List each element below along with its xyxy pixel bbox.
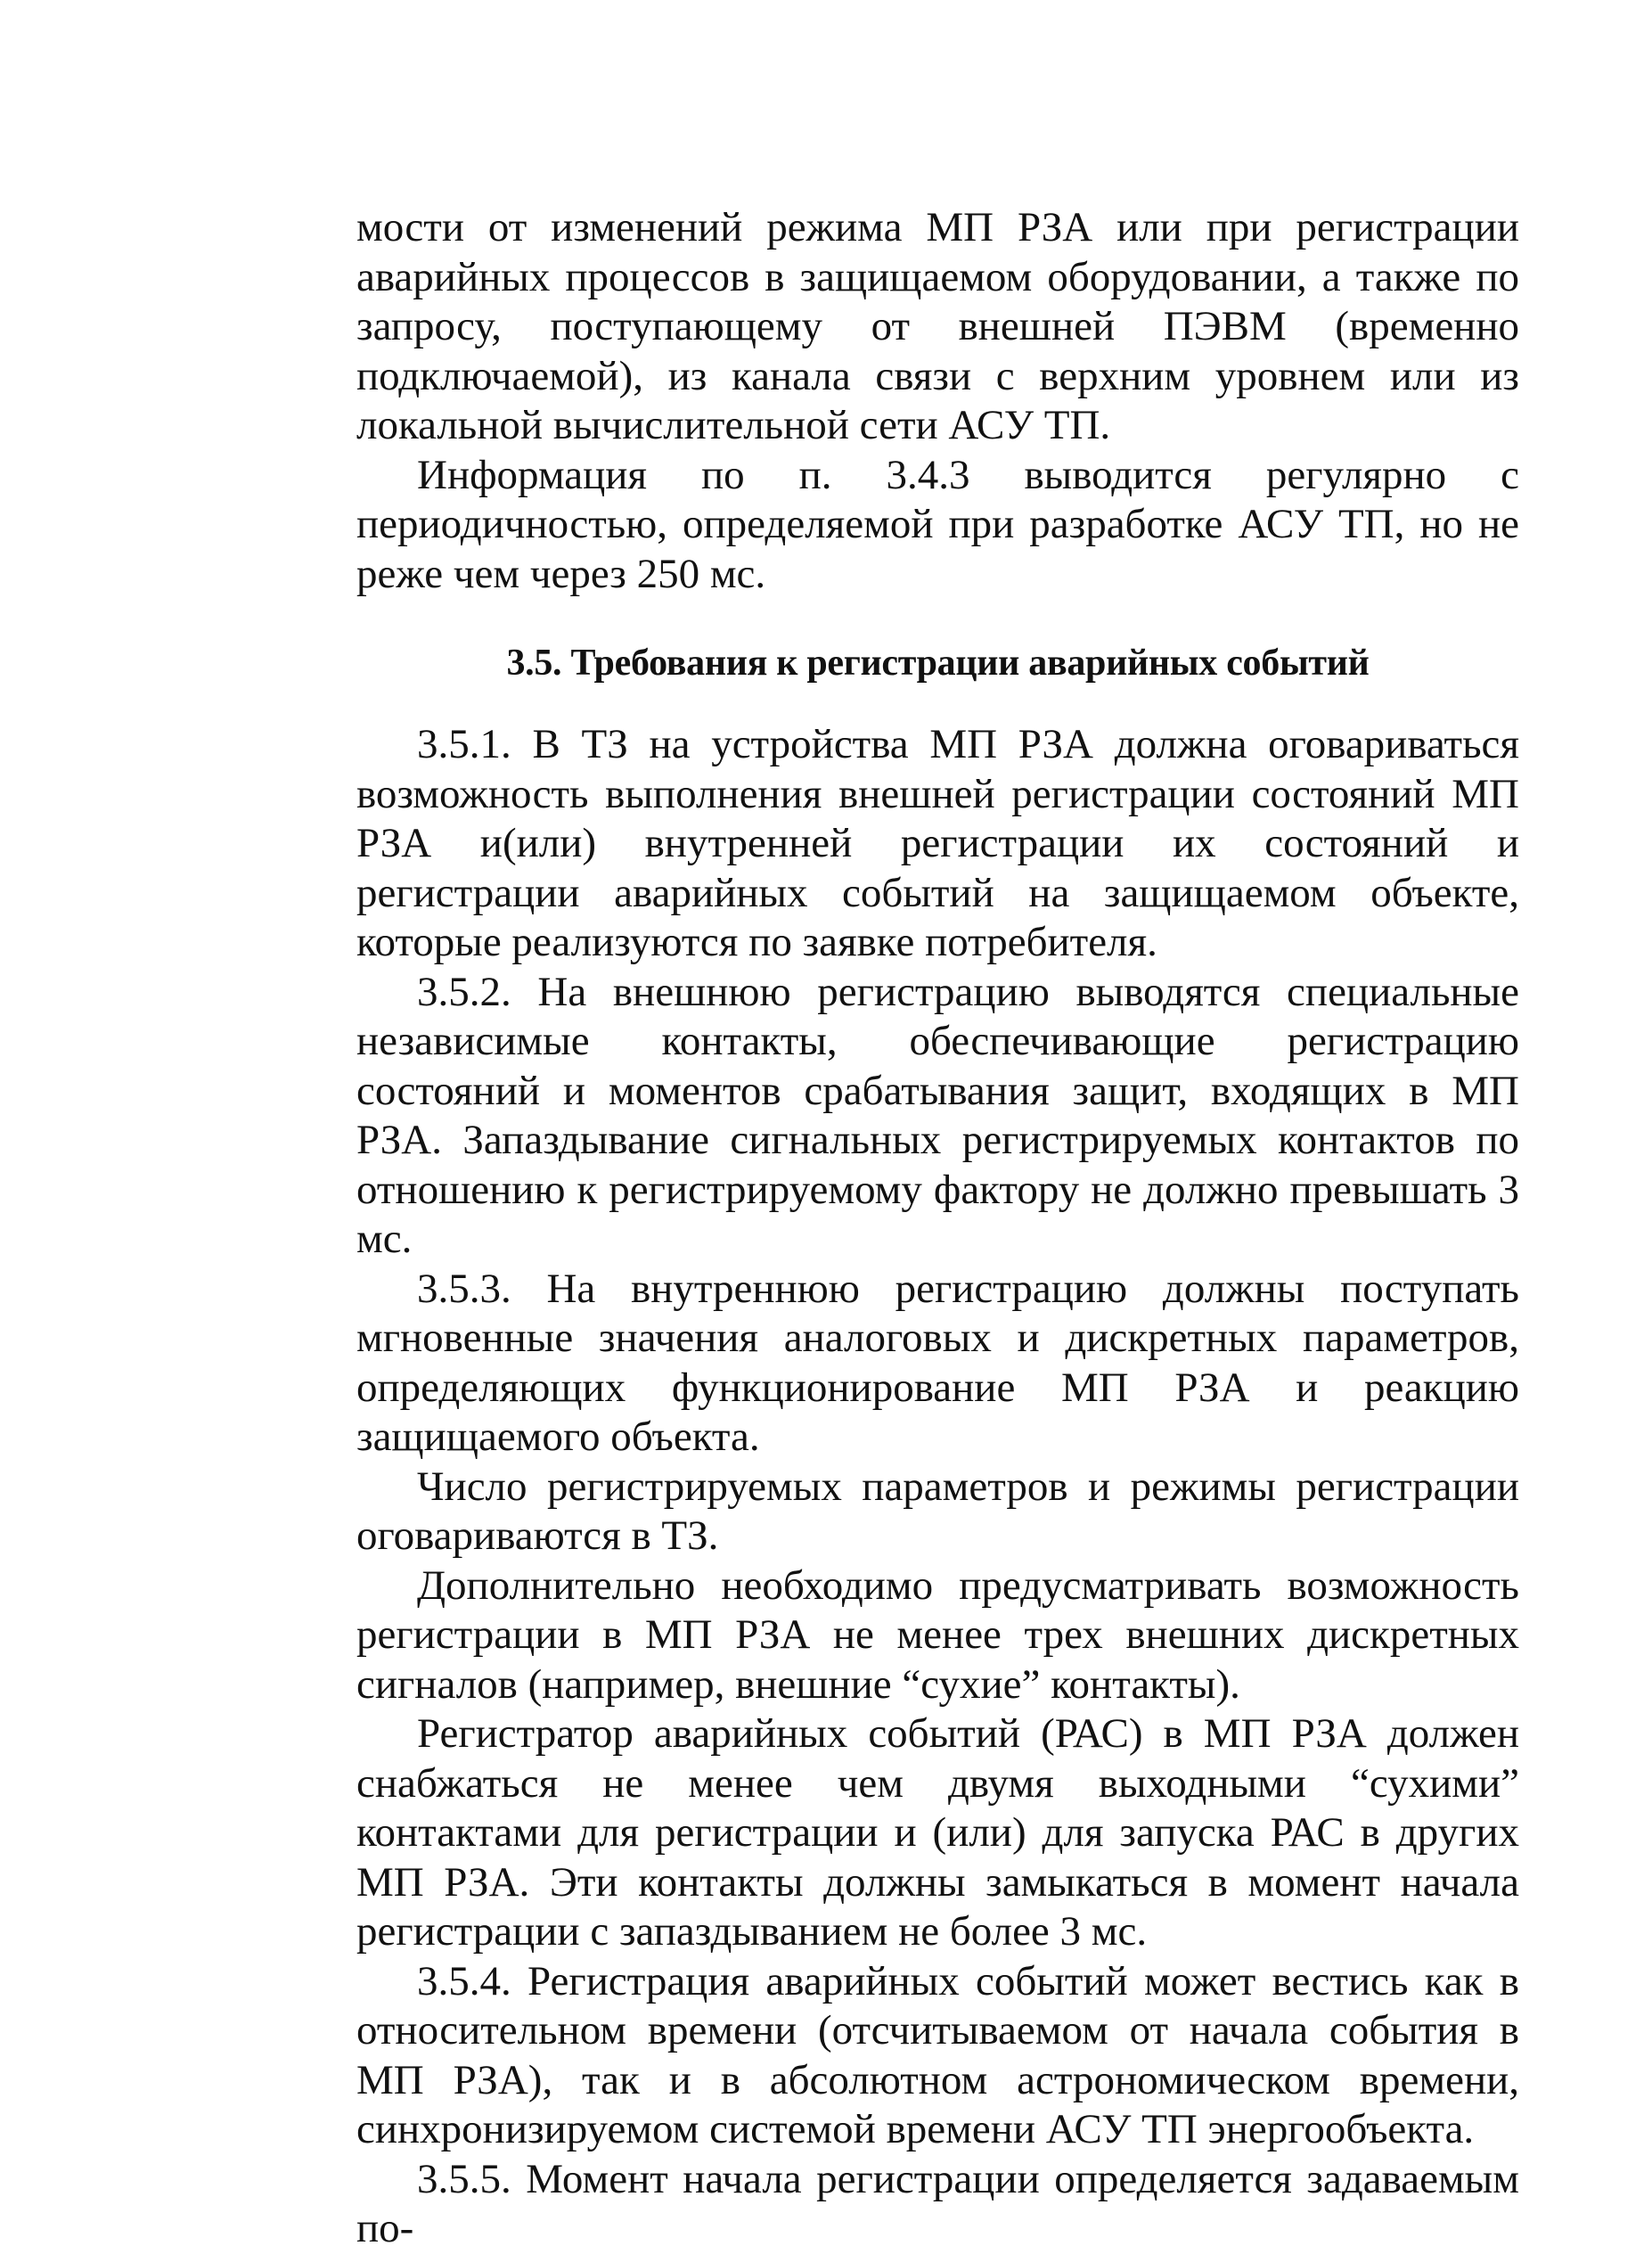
section-heading: 3.5. Требования к регистрации аварийных событий [506,643,1370,684]
paragraph-3-5-2: 3.5.2. На внешнюю регистрацию выводятся специальные независимые контакты, обеспечивающие регистрацию состояний и моментов срабатывания защит, входящих в МП РЗА. Запаздывание сигнальных регистрируемых контактов по отношению к регистрируемому фактору не должно превышать 3 мс. [356,968,1519,1262]
paragraph-event-recorder: Регистратор аварийных событий (РАС) в МП РЗА должен снабжаться не менее чем двумя выходными “сухими” контактами для регистрации и (или) для запуска РАС в других МП РЗА. Эти контакты должны замыкаться в момент начала регистрации с запаздыванием не более 3 мс. [356,1710,1519,1955]
paragraph-3-5-1: 3.5.1. В ТЗ на устройства МП РЗА должна оговариваться возможность выполнения внешней регистрации состояний МП РЗА и(или) внутренней регистрации их состояний и регистрации аварийных событий на защищаемом объекте, которые реализуются по заявке потребителя. [356,721,1519,965]
paragraph-3-5-5: 3.5.5. Момент начала регистрации определяется задаваемым по- [356,2155,1519,2251]
paragraph-info-3-4-3: Информация по п. 3.4.3 выводится регулярно с периодичностью, определяемой при разработке АСУ ТП, но не реже чем через 250 мс. [356,451,1519,597]
paragraph-3-5-4: 3.5.4. Регистрация аварийных событий может вестись как в относительном времени (отсчитываемом от начала события в МП РЗА), так и в абсолютном астрономическом времени, синхронизируемом системой времени АСУ ТП энергообъекта. [356,1957,1519,2152]
paragraph-additional-signals: Дополнительно необходимо предусматривать возможность регистрации в МП РЗА не менее трех внешних дискретных сигналов (например, внешние “сухие” контакты). [356,1561,1519,1708]
paragraph-parameter-count: Число регистрируемых параметров и режимы регистрации оговариваются в ТЗ. [356,1463,1519,1559]
paragraph-3-5-3: 3.5.3. На внутреннюю регистрацию должны поступать мгновенные значения аналоговых и дискретных параметров, определяющих функционирование МП РЗА и реакцию защищаемого объекта. [356,1265,1519,1460]
paragraph-continued: мости от изменений режима МП РЗА или при регистрации аварийных процессов в защищаемом оборудовании, а также по запросу, поступающему от внешней ПЭВМ (временно подключаемой), из канала связи с верхним уровнем или из локальной вычислительной сети АСУ ТП. [356,204,1519,448]
document-body [356,203,1519,2254]
